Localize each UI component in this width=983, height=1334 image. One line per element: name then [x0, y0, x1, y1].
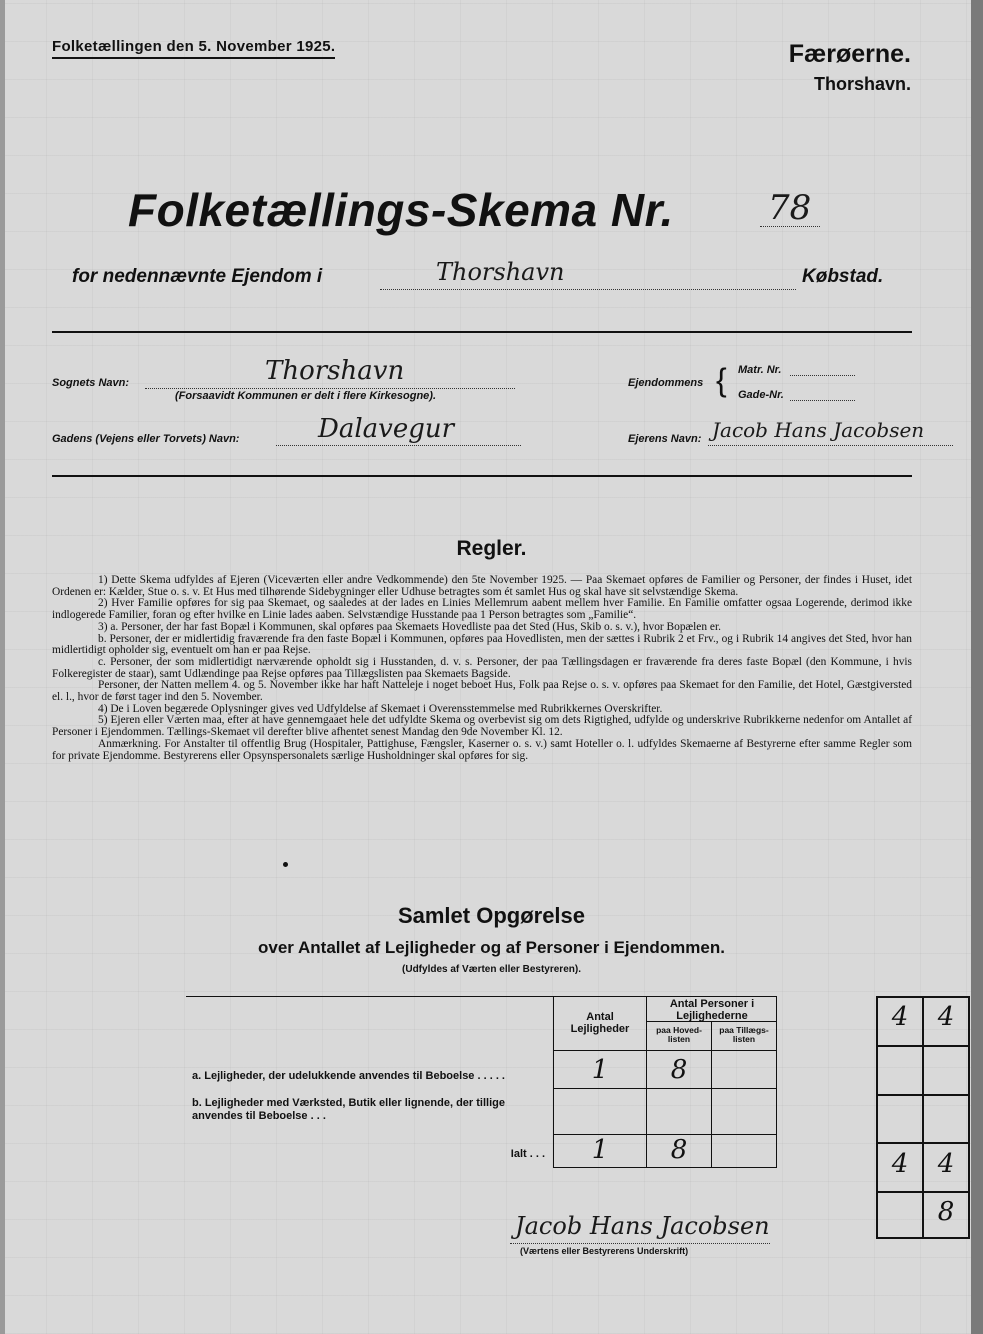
region-header: Færøerne.: [788, 40, 911, 68]
ialt-label: Ialt . . .: [510, 1148, 545, 1160]
signature-caption: (Værtens eller Bestyrerens Underskrift): [520, 1246, 689, 1256]
brace-icon: {: [716, 362, 727, 398]
scan-edge-left: [0, 0, 5, 1334]
tally-col-line: [922, 996, 924, 1239]
city-header: Thorshavn.: [813, 74, 911, 94]
divider-top: [52, 331, 912, 333]
subtitle-suffix: Købstad.: [802, 266, 884, 287]
row-a-antal[interactable]: 1: [591, 1055, 609, 1085]
owner-line: [708, 445, 953, 446]
col-header-hoved: paa Hoved-listen: [656, 1025, 702, 1044]
matr-label: Matr. Nr.: [738, 364, 782, 376]
parish-note: (Forsaavidt Kommunen er delt i flere Kirkesogne).: [175, 390, 437, 402]
ialt-hoved[interactable]: 8: [670, 1135, 688, 1165]
subtitle-prefix: for nedennævnte Ejendom i: [72, 266, 323, 287]
scan-edge-right: [971, 0, 983, 1334]
ialt-antal[interactable]: 1: [591, 1135, 609, 1165]
summary-row-line: [553, 1088, 776, 1089]
tally-row-line: [876, 1142, 970, 1144]
tally-row-line: [876, 1094, 970, 1096]
rule-paragraph: c. Personer, der som midlertidigt nærværende opholdt sig i Husstanden, d. v. s. Personer, der paa Tællingsdagen er fraværende fra deres faste Bopæl (den Kommune, i hvis Folkeregister de staar), samt Udlændinge paa Rejse opføres paa Tillægslisten paa Skemaets Bagside.: [52, 655, 912, 680]
rule-paragraph: b. Personer, der er midlertidig fraværende fra den faste Bopæl i Kommunen, opføres paa Hovedlisten, men der sættes i Rubrik 2 et Frv., og i Rubrik 14 angives det Sted, hvor han midlertidigt opholder sig, eventuelt om han er paa Rejse.: [52, 632, 912, 657]
rules-text: [52, 575, 912, 762]
row-a-hoved[interactable]: 8: [670, 1055, 688, 1085]
owner-handwritten[interactable]: Jacob Hans Jacobsen: [712, 418, 925, 442]
rule-paragraph: 3) a. Personer, der har fast Bopæl i Kommunen, skal opføres paa Skemaets Hovedliste paa det Sted (Hus, Skib o. s. v.), hvor Bopælen er.: [98, 620, 721, 633]
town-line: [380, 289, 796, 290]
summary-note: (Udfyldes af Værten eller Bestyreren).: [402, 964, 581, 975]
col-header-tillaeg: paa Tillægs-listen: [719, 1025, 769, 1044]
rule-paragraph: 1) Dette Skema udfyldes af Ejeren (Viceværten eller andre Vedkommende) den 5te November 1925. — Paa Skemaet opføres de Familier og Personer, der findes i Huset, idet Ordenen er: Kælder, Stue o. s. v. Et Hus med tilhørende Sidebygninger eller Udhuse betragtes som ét samlet Hus og skal have sit selvstændige Skema.: [52, 574, 912, 598]
rule-paragraph: 5) Ejeren eller Værten maa, efter at have gennemgaaet hele det udfyldte Skema og overbevist sig om dets Rigtighed, udfylde og underskrive Rubrikkerne nedenfor om Antallet af Personer i Ejendommen. Tællings-Skemaet vil derefter blive afhentet senest Mandag den 9de November Kl. 12.: [52, 714, 912, 739]
rule-paragraph: Personer, der Natten mellem 4. og 5. November ikke har haft Natteleje i noget beboet Hus, Folk paa Rejse o. s. v. opføres paa Skemaet for den Familie, det Hotel, Gæstgiversted el. l., hvor de først tager ind den 5. November.: [52, 679, 912, 704]
summary-subtitle: over Antallet af Lejligheder og af Personer i Ejendommen.: [258, 938, 725, 957]
rule-paragraph: Anmærkning. For Anstalter til offentlig Brug (Hospitaler, Pattighuse, Fængsler, Kaserner o. s. v.) samt Hoteller o. l. udfyldes Skemaerne af Bestyrerne efter samme Regler som for private Ejendomme. Bestyrerens eller Opsynspersonalets særlige Husholdninger skal opføres for sig.: [52, 737, 912, 762]
gade-line: [790, 400, 855, 401]
schema-number-handwritten[interactable]: 78: [768, 188, 812, 228]
tally-r4-c2[interactable]: 4: [937, 1149, 955, 1179]
tally-r1-c1[interactable]: 4: [891, 1002, 909, 1032]
parish-handwritten[interactable]: Thorshavn: [265, 356, 405, 386]
tally-row-line: [876, 1045, 970, 1047]
summary-col-line: [776, 996, 777, 1168]
summary-col-line: [553, 996, 554, 1168]
tally-r5-c2[interactable]: 8: [937, 1197, 955, 1227]
street-label: Gadens (Vejens eller Torvets) Navn:: [52, 433, 240, 445]
parish-label: Sognets Navn:: [52, 377, 130, 389]
rule-paragraph: 2) Hver Familie opføres for sig paa Skemaet, og saaledes at der lades en Linies Mellemrum aabent mellem hver Familie. En Familie omfatter ogsaa Logerende, derimod ikke indlogerede Familier, foran og efter hvilke en Linie lades aaben. Selvstændige Husstande paa 1 Person betragtes som „Familie“.: [52, 597, 912, 622]
gade-label: Gade-Nr.: [738, 389, 784, 401]
property-label: Ejendommens: [628, 377, 704, 389]
street-handwritten[interactable]: Dalavegur: [318, 414, 455, 444]
signature-line: [510, 1243, 770, 1244]
rules-title: Regler.: [456, 537, 527, 560]
summary-table-top: [186, 996, 776, 997]
row-a-label: a. Lejligheder, der udelukkende anvendes til Beboelse . . . . .: [192, 1070, 505, 1082]
owner-label: Ejerens Navn:: [628, 433, 702, 445]
tally-r1-c2[interactable]: 4: [937, 1002, 955, 1032]
parish-line: [145, 388, 515, 389]
town-handwritten[interactable]: Thorshavn: [436, 258, 565, 286]
tally-r4-c1[interactable]: 4: [891, 1149, 909, 1179]
schema-number-line: [760, 226, 820, 227]
census-date-header: Folketællingen den 5. November 1925.: [52, 38, 335, 59]
summary-row-line: [553, 1050, 776, 1051]
form-title: Folketællings-Skema Nr.: [128, 184, 674, 236]
summary-table-bottom: [553, 1167, 776, 1168]
tally-row-line: [876, 1191, 970, 1193]
col-header-antal: Antal Lejligheder: [570, 1011, 630, 1035]
street-line: [276, 445, 521, 446]
row-b-label: b. Lejligheder med Værksted, Butik eller lignende, der tillige anvendes til Beboelse . . .: [192, 1097, 505, 1122]
divider-bottom: [52, 475, 912, 477]
summary-col-line: [711, 1021, 712, 1168]
col-header-personer: Antal Personer i Lejlighederne: [669, 998, 755, 1022]
summary-title: Samlet Opgørelse: [397, 903, 586, 928]
matr-line: [790, 375, 855, 376]
rule-paragraph: 4) De i Loven begærede Oplysninger gives ved Udfyldelse af Skemaet i Overensstemmelse med Rubrikkernes Overskrifter.: [98, 702, 663, 715]
ink-dot: [283, 862, 288, 867]
signature-handwritten[interactable]: Jacob Hans Jacobsen: [515, 1212, 770, 1240]
